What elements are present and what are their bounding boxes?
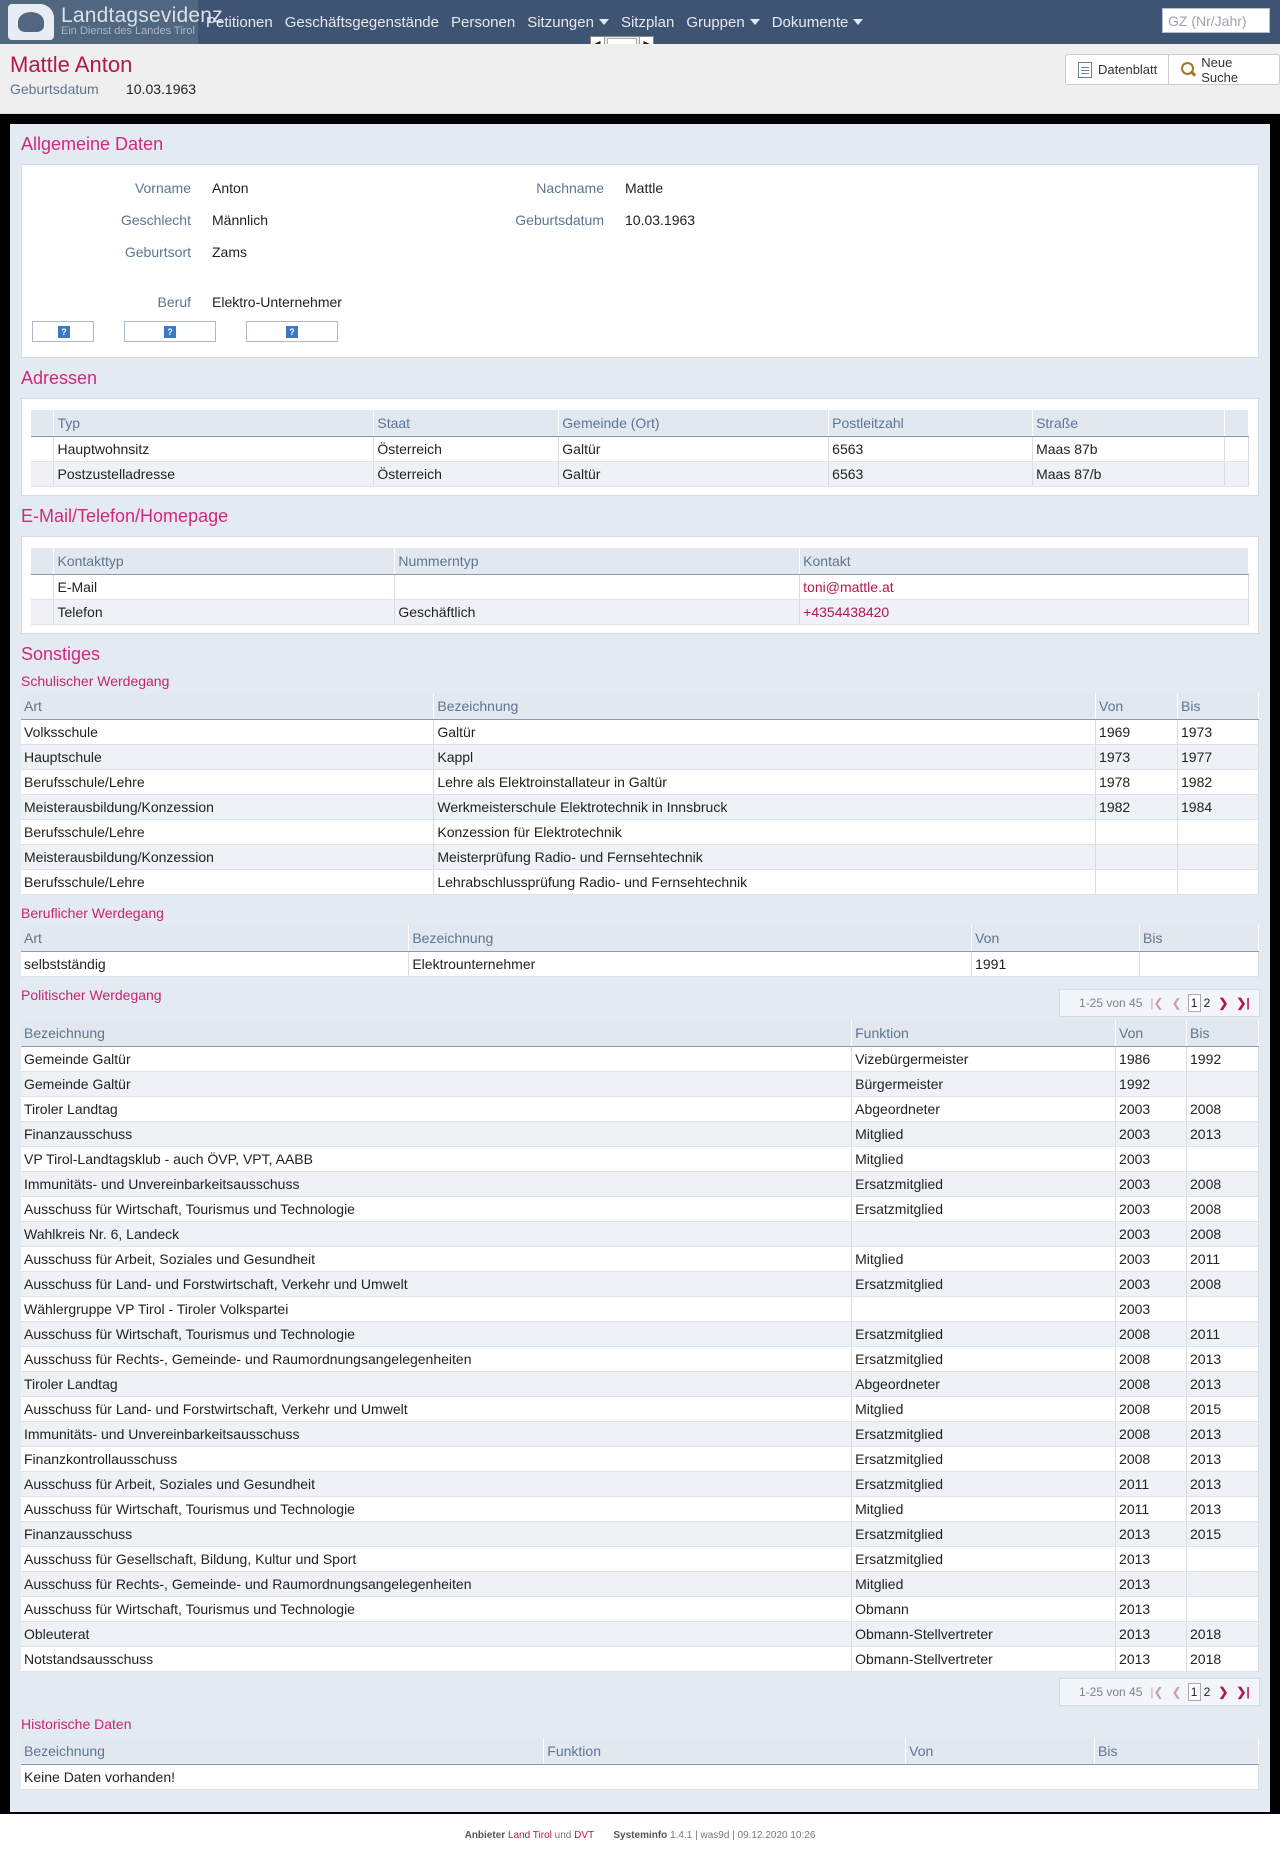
cell: Ersatzmitglied [852, 1421, 1116, 1446]
cell: Finanzausschuss [21, 1121, 852, 1146]
cell: 2011 [1116, 1496, 1187, 1521]
cell: 2015 [1187, 1521, 1259, 1546]
cell: Ausschuss für Land- und Forstwirtschaft, Verkehr und Umwelt [21, 1271, 852, 1296]
main-menu [200, 0, 869, 44]
cell [1187, 1146, 1259, 1171]
geburtsdatum-label: Geburtsdatum [515, 212, 604, 228]
beruf-value: Elektro-Unternehmer [212, 294, 342, 310]
tirol-eagle-icon [8, 4, 54, 40]
cell [1187, 1571, 1259, 1596]
page-1-button[interactable]: 1 [1188, 1683, 1201, 1701]
image-placeholder-3 [246, 321, 338, 342]
cell: Ausschuss für Arbeit, Soziales und Gesundheit [21, 1246, 852, 1271]
column-header[interactable]: Von [972, 925, 1140, 951]
cell: Ersatzmitglied [852, 1271, 1116, 1296]
cell: selbstständig [21, 951, 409, 976]
cell: 2008 [1187, 1271, 1259, 1296]
cell: Ersatzmitglied [852, 1446, 1116, 1471]
cell: Mitglied [852, 1571, 1116, 1596]
cell: Ersatzmitglied [852, 1546, 1116, 1571]
nav-sitzungen[interactable]: Sitzungen [527, 14, 609, 31]
cell [1178, 869, 1259, 894]
cell: 1982 [1096, 794, 1178, 819]
nav-sitzplan[interactable]: Sitzplan [620, 13, 675, 31]
cell: Wahlkreis Nr. 6, Landeck [21, 1221, 852, 1246]
column-header[interactable]: Funktion [544, 1738, 906, 1764]
column-header[interactable]: Staat [374, 410, 559, 436]
table-row[interactable] [21, 1171, 1259, 1196]
cell: 1973 [1178, 719, 1259, 744]
cell: 2008 [1187, 1196, 1259, 1221]
cell: Hauptwohnsitz [54, 436, 374, 461]
page-2-button[interactable]: 2 [1203, 996, 1211, 1010]
neue-suche-button[interactable]: Neue Suche [1168, 55, 1279, 84]
geburtsdatum-value: 10.03.1963 [625, 212, 696, 228]
table-row[interactable] [21, 1196, 1259, 1221]
cell [395, 574, 800, 599]
cell: Ersatzmitglied [852, 1346, 1116, 1371]
cell: Mitglied [852, 1121, 1116, 1146]
kontakt-table [31, 548, 1249, 625]
table-row[interactable] [21, 769, 1259, 794]
cell: Obmann [852, 1596, 1116, 1621]
page-2-button[interactable]: 2 [1203, 1685, 1211, 1699]
cell: Kappl [434, 744, 1096, 769]
cell: 2015 [1187, 1396, 1259, 1421]
table-row[interactable] [21, 819, 1259, 844]
cell: Abgeordneter [852, 1371, 1116, 1396]
cell: 1986 [1116, 1046, 1187, 1071]
systeminfo-value: 1.4.1 | was9d | 09.12.2020 10:26 [670, 1830, 816, 1841]
section-title-allgemein: Allgemeine Daten [21, 134, 164, 154]
page-1-button[interactable]: 1 [1188, 994, 1201, 1012]
table-header-row [31, 548, 1249, 574]
cell [1096, 819, 1178, 844]
cell: 2013 [1116, 1546, 1187, 1571]
table-row[interactable] [21, 1421, 1259, 1446]
cell: Österreich [374, 436, 559, 461]
cell: 2013 [1187, 1496, 1259, 1521]
table-row[interactable] [21, 1396, 1259, 1421]
subsection-title-politisch: Politischer Werdegang [21, 987, 162, 1003]
gz-search-input[interactable] [1162, 8, 1270, 33]
geburtsort-value: Zams [212, 244, 247, 260]
nachname-value: Mattle [625, 180, 664, 196]
help-icon: ? [58, 326, 70, 338]
cell: Meisterprüfung Radio- und Fernsehtechnik [434, 844, 1096, 869]
column-header[interactable]: Von [1096, 693, 1178, 719]
nav-gruppen[interactable]: Gruppen [686, 14, 759, 31]
cell [1187, 1296, 1259, 1321]
help-icon: ? [164, 326, 176, 338]
chevron-down-icon [750, 19, 760, 25]
cell: Berufsschule/Lehre [21, 819, 434, 844]
politischer-werdegang-table [21, 1020, 1259, 1672]
table-row[interactable] [21, 1146, 1259, 1171]
table-row[interactable] [21, 1621, 1259, 1646]
table-row[interactable] [31, 599, 1249, 624]
cell: Wählergruppe VP Tirol - Tiroler Volkspartei [21, 1296, 852, 1321]
cell: Meisterausbildung/Konzession [21, 844, 434, 869]
prev-page-icon[interactable]: ❮ [1171, 1685, 1182, 1699]
cell: 1982 [1178, 769, 1259, 794]
cell [1178, 844, 1259, 869]
table-header-row [21, 693, 1259, 719]
cell: Obmann-Stellvertreter [852, 1621, 1116, 1646]
cell: 2008 [1116, 1421, 1187, 1446]
cell: Meisterausbildung/Konzession [21, 794, 434, 819]
cell: Lehre als Elektroinstallateur in Galtür [434, 769, 1096, 794]
cell: 2003 [1116, 1246, 1187, 1271]
table-header-row [21, 925, 1259, 951]
cell: Berufsschule/Lehre [21, 869, 434, 894]
table-row[interactable] [21, 719, 1259, 744]
geburtsort-label: Geburtsort [124, 244, 191, 260]
cell: Gemeinde Galtür [21, 1046, 852, 1071]
column-header[interactable]: Funktion [852, 1020, 1116, 1046]
cell: Tiroler Landtag [21, 1096, 852, 1121]
table-header-row [31, 410, 1249, 436]
last-page-icon[interactable]: ❯| [1236, 1685, 1250, 1699]
cell: Vizebürgermeister [852, 1046, 1116, 1071]
last-page-icon[interactable]: ❯| [1236, 996, 1250, 1010]
header-button-group [1065, 54, 1280, 85]
cell: 2003 [1116, 1121, 1187, 1146]
cell: 2008 [1116, 1446, 1187, 1471]
systeminfo-label: Systeminfo [613, 1830, 668, 1841]
cell: 2008 [1187, 1221, 1259, 1246]
cell: Ausschuss für Arbeit, Soziales und Gesundheit [21, 1471, 852, 1496]
cell: 2003 [1116, 1096, 1187, 1121]
birth-date-value: 10.03.1963 [126, 81, 197, 97]
cell: 2003 [1116, 1296, 1187, 1321]
cell: VP Tirol-Landtagsklub - auch ÖVP, VPT, AABB [21, 1146, 852, 1171]
cell: 2013 [1187, 1446, 1259, 1471]
cell: Maas 87b [1033, 436, 1225, 461]
table-row[interactable] [21, 1096, 1259, 1121]
cell: 2008 [1116, 1396, 1187, 1421]
cell: Tiroler Landtag [21, 1371, 852, 1396]
nav-geschaeftsgegenstaende[interactable]: Geschäftsgegenstände [284, 13, 439, 31]
cell: 6563 [829, 461, 1033, 486]
table-row[interactable] [21, 1346, 1259, 1371]
table-row[interactable] [31, 436, 1249, 461]
cell: Mitglied [852, 1496, 1116, 1521]
datenblatt-button[interactable]: Datenblatt [1066, 55, 1168, 84]
column-header[interactable]: Typ [54, 410, 374, 436]
cell: 2013 [1187, 1121, 1259, 1146]
cell: Geschäftlich [395, 599, 800, 624]
table-row[interactable] [21, 1246, 1259, 1271]
column-header[interactable]: Bis [1140, 925, 1259, 951]
cell: Ausschuss für Wirtschaft, Tourismus und Technologie [21, 1596, 852, 1621]
column-header[interactable]: Bis [1187, 1020, 1259, 1046]
cell: Konzession für Elektrotechnik [434, 819, 1096, 844]
cell: Volksschule [21, 719, 434, 744]
cell [1178, 819, 1259, 844]
prev-page-icon[interactable]: ❮ [1171, 996, 1182, 1010]
cell: Obleuterat [21, 1621, 852, 1646]
cell [1187, 1546, 1259, 1571]
first-page-icon[interactable]: |❮ [1150, 996, 1164, 1010]
subsection-title-beruflich: Beruflicher Werdegang [21, 905, 164, 921]
table-row[interactable] [21, 1446, 1259, 1471]
nav-dokumente[interactable]: Dokumente [772, 14, 864, 31]
cell: Ausschuss für Rechts-, Gemeinde- und Raumordnungsangelegenheiten [21, 1571, 852, 1596]
table-row[interactable] [21, 794, 1259, 819]
column-header[interactable]: Von [1116, 1020, 1187, 1046]
cell: Elektrounternehmer [409, 951, 972, 976]
footer-und: und [554, 1830, 572, 1841]
table-header-row [21, 1020, 1259, 1046]
cell: Galtür [559, 436, 829, 461]
table-row[interactable] [21, 1046, 1259, 1071]
cell: Ersatzmitglied [852, 1321, 1116, 1346]
column-header[interactable]: Art [21, 693, 434, 719]
cell [1187, 1596, 1259, 1621]
cell: 1973 [1096, 744, 1178, 769]
cell: Gemeinde Galtür [21, 1071, 852, 1096]
subsection-title-schulisch: Schulischer Werdegang [21, 673, 170, 689]
logo-subtitle: Ein Dienst des Landes Tirol [61, 25, 195, 37]
column-header[interactable]: Bezeichnung [21, 1020, 852, 1046]
table-row[interactable] [21, 1271, 1259, 1296]
cell [1140, 951, 1259, 976]
table-row[interactable] [21, 1521, 1259, 1546]
table-row [21, 1764, 1259, 1789]
image-placeholder-1 [32, 321, 94, 342]
cell: Ausschuss für Wirtschaft, Tourismus und Technologie [21, 1321, 852, 1346]
cell [1096, 844, 1178, 869]
cell: Maas 87/b [1033, 461, 1225, 486]
cell: 2003 [1116, 1146, 1187, 1171]
document-icon [1078, 62, 1092, 78]
cell: Immunitäts- und Unvereinbarkeitsausschuss [21, 1171, 852, 1196]
person-header [0, 44, 1280, 114]
cell: Ersatzmitglied [852, 1471, 1116, 1496]
table-row[interactable] [21, 1221, 1259, 1246]
table-row[interactable] [21, 1596, 1259, 1621]
cell: 2013 [1116, 1646, 1187, 1671]
column-header[interactable]: Bis [1178, 693, 1259, 719]
anbieter-label: Anbieter [464, 1830, 506, 1841]
cell [852, 1221, 1116, 1246]
cell: Telefon [54, 599, 395, 624]
land-tirol-link[interactable]: Land Tirol [507, 1830, 552, 1841]
cell: 1969 [1096, 719, 1178, 744]
nachname-label: Nachname [536, 180, 604, 196]
cell: 1977 [1178, 744, 1259, 769]
geschlecht-label: Geschlecht [120, 212, 191, 228]
cell: Obmann-Stellvertreter [852, 1646, 1116, 1671]
cell: 2008 [1187, 1171, 1259, 1196]
nav-personen[interactable]: Personen [451, 13, 516, 31]
cell: 1978 [1096, 769, 1178, 794]
table-row[interactable] [21, 1571, 1259, 1596]
cell: Lehrabschlussprüfung Radio- und Fernsehtechnik [434, 869, 1096, 894]
table-header-row [21, 1738, 1259, 1764]
cell: 1984 [1178, 794, 1259, 819]
vorname-label: Vorname [134, 180, 191, 196]
cell: 2003 [1116, 1271, 1187, 1296]
footer [0, 1830, 1280, 1841]
column-header[interactable]: Postleitzahl [829, 410, 1033, 436]
phone-link[interactable]: +4354438420 [803, 603, 890, 620]
table-row[interactable] [21, 1121, 1259, 1146]
column-header[interactable]: Bezeichnung [409, 925, 972, 951]
column-header[interactable]: Bis [1095, 1738, 1259, 1764]
column-header[interactable]: Nummerntyp [395, 548, 800, 574]
cell: 2013 [1116, 1521, 1187, 1546]
column-header[interactable]: Von [906, 1738, 1095, 1764]
cell: Ersatzmitglied [852, 1171, 1116, 1196]
cell: Immunitäts- und Unvereinbarkeitsausschuss [21, 1421, 852, 1446]
empty-message: Keine Daten vorhanden! [21, 1764, 1259, 1789]
cell: Notstandsausschuss [21, 1646, 852, 1671]
dvt-link[interactable]: DVT [574, 1830, 594, 1841]
cell: Ersatzmitglied [852, 1196, 1116, 1221]
geschlecht-value: Männlich [212, 212, 269, 228]
table-row[interactable] [21, 744, 1259, 769]
vorname-value: Anton [212, 180, 249, 196]
cell [852, 1296, 1116, 1321]
table-row[interactable] [21, 1646, 1259, 1671]
column-header[interactable]: Kontakttyp [54, 548, 395, 574]
table-row[interactable] [21, 1471, 1259, 1496]
section-title-kontakt: E-Mail/Telefon/Homepage [21, 506, 229, 526]
cell: Finanzausschuss [21, 1521, 852, 1546]
cell: Ausschuss für Rechts-, Gemeinde- und Raumordnungsangelegenheiten [21, 1346, 852, 1371]
cell: Mitglied [852, 1396, 1116, 1421]
cell: 2008 [1116, 1321, 1187, 1346]
section-title-adressen: Adressen [21, 368, 98, 388]
cell: 6563 [829, 436, 1033, 461]
cell: 2013 [1116, 1596, 1187, 1621]
table-row[interactable] [21, 951, 1259, 976]
pager-info: 1-25 von 45 [1079, 1685, 1143, 1699]
cell: Ausschuss für Wirtschaft, Tourismus und Technologie [21, 1496, 852, 1521]
cell: 2013 [1187, 1346, 1259, 1371]
cell: Mitglied [852, 1246, 1116, 1271]
table-row[interactable] [21, 1496, 1259, 1521]
pagination-bottom [1059, 1678, 1260, 1706]
table-row[interactable] [31, 461, 1249, 486]
cell: Finanzkontrollausschuss [21, 1446, 852, 1471]
cell: 2003 [1116, 1221, 1187, 1246]
cell: Werkmeisterschule Elektrotechnik in Innsbruck [434, 794, 1096, 819]
cell: Ausschuss für Wirtschaft, Tourismus und Technologie [21, 1196, 852, 1221]
logo[interactable] [0, 0, 223, 44]
column-header[interactable]: Straße [1033, 410, 1225, 436]
search-icon [1181, 62, 1195, 77]
cell: Ausschuss für Land- und Forstwirtschaft, Verkehr und Umwelt [21, 1396, 852, 1421]
beruflicher-werdegang-table [21, 925, 1259, 977]
schulischer-werdegang-table [21, 693, 1259, 895]
cell: Hauptschule [21, 744, 434, 769]
cell [1096, 869, 1178, 894]
column-header[interactable]: Kontakt [800, 548, 1249, 574]
email-link[interactable]: toni@mattle.at [803, 578, 894, 595]
cell [1187, 1071, 1259, 1096]
cell: 2011 [1187, 1321, 1259, 1346]
cell: E-Mail [54, 574, 395, 599]
chevron-down-icon [853, 19, 863, 25]
first-page-icon[interactable]: |❮ [1150, 1685, 1164, 1699]
table-row[interactable] [21, 1371, 1259, 1396]
next-page-icon[interactable]: ❯ [1218, 996, 1229, 1010]
cell: 2013 [1116, 1621, 1187, 1646]
cell: 1992 [1116, 1071, 1187, 1096]
column-header[interactable]: Gemeinde (Ort) [559, 410, 829, 436]
cell: Postzustelladresse [54, 461, 374, 486]
cell: Galtür [559, 461, 829, 486]
cell: 2003 [1116, 1171, 1187, 1196]
column-header[interactable]: Art [21, 925, 409, 951]
column-header[interactable]: Bezeichnung [21, 1738, 544, 1764]
cell: 1991 [972, 951, 1140, 976]
subsection-title-historisch: Historische Daten [21, 1716, 132, 1732]
next-page-icon[interactable]: ❯ [1218, 1685, 1229, 1699]
table-row[interactable] [21, 869, 1259, 894]
cell: 2003 [1116, 1196, 1187, 1221]
cell: 1992 [1187, 1046, 1259, 1071]
table-row[interactable] [21, 1071, 1259, 1096]
beruf-label: Beruf [157, 294, 191, 310]
chevron-down-icon [599, 19, 609, 25]
cell: Mitglied [852, 1146, 1116, 1171]
cell: Berufsschule/Lehre [21, 769, 434, 794]
pager-info: 1-25 von 45 [1079, 996, 1143, 1010]
nav-petitionen[interactable]: Petitionen [206, 13, 273, 31]
cell: 2008 [1116, 1346, 1187, 1371]
cell: Galtür [434, 719, 1096, 744]
cell: Ausschuss für Gesellschaft, Bildung, Kultur und Sport [21, 1546, 852, 1571]
cell: 2018 [1187, 1621, 1259, 1646]
cell: 2013 [1187, 1421, 1259, 1446]
birth-date-label: Geburtsdatum [10, 81, 99, 97]
logo-title: Landtagsevidenz [61, 4, 223, 27]
page-title: Mattle Anton [10, 52, 133, 77]
cell: Ersatzmitglied [852, 1521, 1116, 1546]
column-header[interactable]: Bezeichnung [434, 693, 1096, 719]
cell: 2011 [1187, 1246, 1259, 1271]
pagination-top [1059, 989, 1260, 1017]
adressen-table [31, 410, 1249, 487]
cell: Bürgermeister [852, 1071, 1116, 1096]
table-row[interactable] [31, 574, 1249, 599]
section-title-sonstiges: Sonstiges [21, 644, 101, 664]
help-icon: ? [286, 326, 298, 338]
cell: Abgeordneter [852, 1096, 1116, 1121]
table-row[interactable] [21, 844, 1259, 869]
cell: 2013 [1116, 1571, 1187, 1596]
cell: 2008 [1187, 1096, 1259, 1121]
cell: Österreich [374, 461, 559, 486]
table-row[interactable] [21, 1321, 1259, 1346]
cell: 2018 [1187, 1646, 1259, 1671]
cell: 2013 [1187, 1471, 1259, 1496]
image-placeholder-2 [124, 321, 216, 342]
table-row[interactable] [21, 1546, 1259, 1571]
table-row[interactable] [21, 1296, 1259, 1321]
historische-daten-table [21, 1738, 1259, 1790]
cell: 2008 [1116, 1371, 1187, 1396]
cell: 2011 [1116, 1471, 1187, 1496]
cell: 2013 [1187, 1371, 1259, 1396]
